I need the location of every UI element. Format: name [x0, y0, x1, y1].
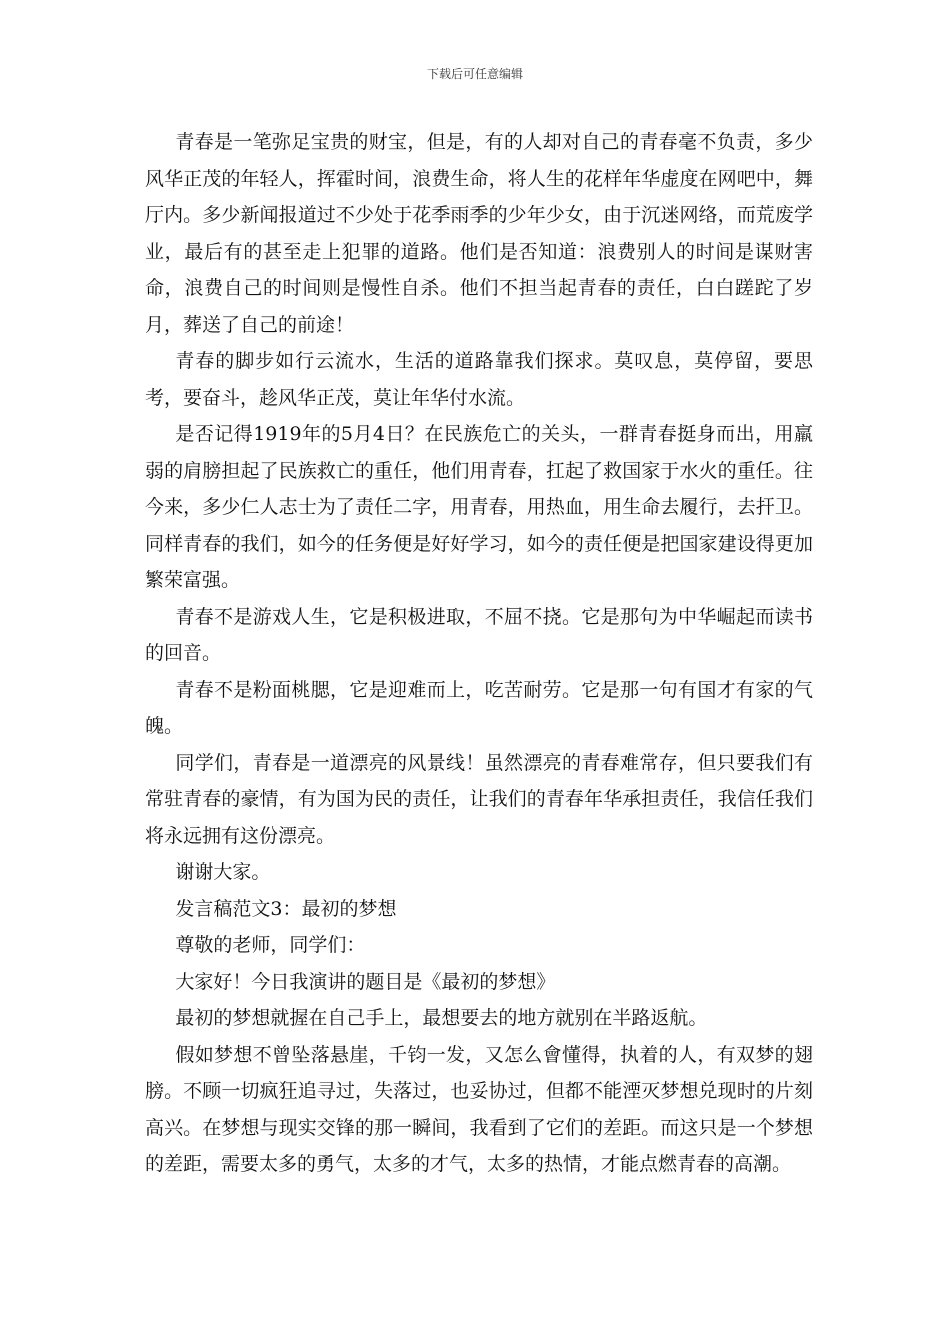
- paragraph: 是否记得1919年的5月4日？在民族危亡的关头，一群青春挺身而出，用羸弱的肩膀担起了民族救亡的重任，他们用青春，扛起了救国家于水火的重任。往今来，多少仁人志士为了责任二字，用青春，用热血，用生命去履行，去扞卫。同样青春的我们，如今的任务便是好好学习，如今的责任便是把国家建设得更加繁荣富强。: [145, 423, 813, 591]
- document-body: [145, 124, 813, 1183]
- paragraph: 谢谢大家。: [175, 861, 271, 883]
- paragraph: 青春不是游戏人生，它是积极进取，不屈不挠。它是那句为中华崛起而读书的回音。: [145, 605, 813, 664]
- paragraph: 青春是一笔弥足宝贵的财宝，但是，有的人却对自己的青春毫不负责，多少风华正茂的年轻人，挥霍时间，浪费生命，将人生的花样年华虚度在网吧中，舞厅内。多少新闻报道过不少处于花季雨季的少年少女，由于沉迷网络，而荒废学业，最后有的甚至走上犯罪的道路。他们是否知道：浪费别人的时间是谋财害命，浪费自己的时间则是慢性自杀。他们不担当起青春的责任，白白蹉跎了岁月，葬送了自己的前途！: [145, 131, 813, 336]
- paragraph: 青春不是粉面桃腮，它是迎难而上，吃苦耐劳。它是那一句有国才有家的气魄。: [145, 678, 813, 737]
- paragraph: 同学们，青春是一道漂亮的风景线！虽然漂亮的青春难常存，但只要我们有常驻青春的豪情，有为国为民的责任，让我们的青春年华承担责任，我信任我们将永远拥有这份漂亮。: [145, 751, 813, 847]
- salutation: 尊敬的老师，同学们：: [175, 934, 366, 956]
- page-header-note: 下载后可任意编辑: [426, 67, 523, 81]
- paragraph: 假如梦想不曾坠落悬崖，千钧一发，又怎么會懂得，执着的人，有双梦的翅膀。不顾一切疯狂追寻过，失落过，也妥协过，但都不能湮灭梦想兑现时的片刻高兴。在梦想与现实交锋的那一瞬间，我看到了它们的差距。而这只是一个梦想的差距，需要太多的勇气，太多的才气，太多的热情，才能点燃青春的高潮。: [145, 1043, 813, 1175]
- section-heading: 发言稿范文3：最初的梦想: [175, 897, 397, 920]
- paragraph: 青春的脚步如行云流水，生活的道路靠我们探求。莫叹息，莫停留，要思考，要奋斗，趁风华正茂，莫让年华付水流。: [145, 350, 813, 409]
- paragraph: 最初的梦想就握在自己手上，最想要去的地方就别在半路返航。: [175, 1007, 708, 1029]
- paragraph: 大家好！今日我演讲的题目是《最初的梦想》: [175, 970, 556, 993]
